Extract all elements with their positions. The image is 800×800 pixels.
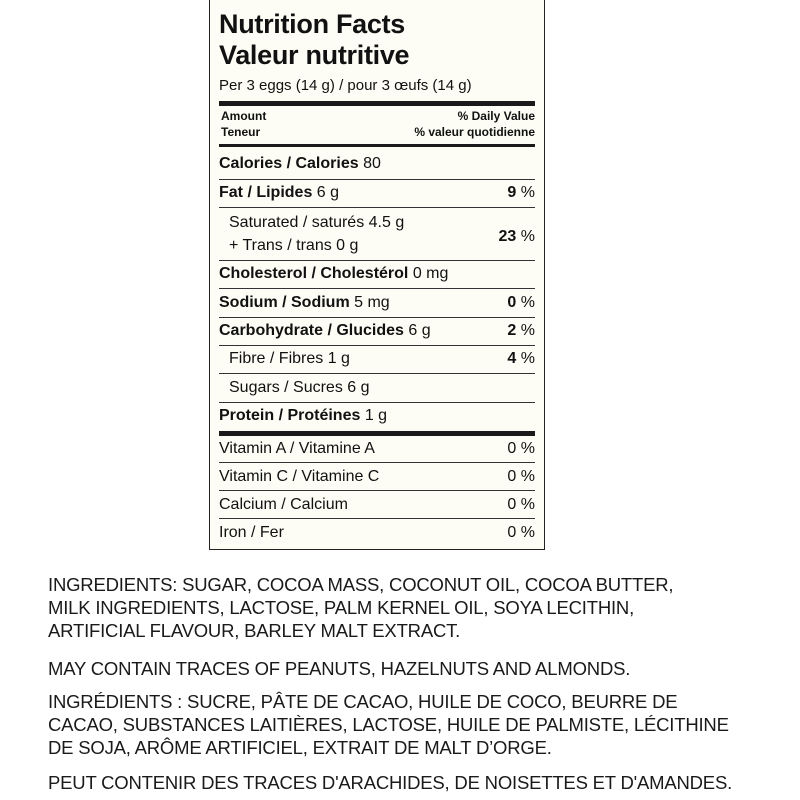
sugars-line: Sugars / Sucres 6 g bbox=[229, 379, 370, 396]
row-divider bbox=[219, 518, 535, 519]
thick-rule-vitamins bbox=[219, 431, 535, 436]
trans-line: + Trans / trans 0 g bbox=[229, 237, 359, 254]
medium-rule bbox=[219, 144, 535, 147]
ingredients-line: DE SOJA, ARÔME ARTIFICIEL, EXTRAIT DE MALT D’ORGE. bbox=[48, 737, 552, 758]
title-french: Valeur nutritive bbox=[219, 40, 410, 70]
row-divider bbox=[219, 207, 535, 208]
ingredients-french bbox=[48, 690, 788, 759]
ingredients-english bbox=[48, 573, 788, 642]
amount-header-fr: Teneur bbox=[221, 125, 261, 139]
calories-value: 80 bbox=[363, 155, 381, 172]
fat-value: 6 g bbox=[316, 184, 340, 201]
row-divider bbox=[219, 179, 535, 180]
fibre-dv: 4 bbox=[507, 350, 517, 367]
amount-header-en: Amount bbox=[221, 109, 267, 123]
thick-rule-top bbox=[219, 101, 535, 106]
iron-dv: 0 % bbox=[507, 524, 535, 541]
calcium-label: Calcium / Calcium bbox=[219, 496, 348, 513]
carbohydrate-value: 6 g bbox=[408, 322, 431, 339]
saturated-line: Saturated / saturés 4.5 g bbox=[229, 214, 405, 231]
percent-sign: % bbox=[520, 294, 535, 311]
nutrition-facts-panel bbox=[209, 0, 545, 550]
dv-header-en: % Daily Value bbox=[457, 109, 535, 123]
carbohydrate-label: Carbohydrate / Glucides bbox=[219, 322, 404, 339]
sodium-label: Sodium / Sodium bbox=[219, 294, 350, 311]
row-divider bbox=[219, 317, 535, 318]
vitamin-c-dv: 0 % bbox=[507, 468, 535, 485]
row-divider bbox=[219, 462, 535, 463]
fibre-line: Fibre / Fibres 1 g bbox=[229, 350, 350, 367]
row-divider bbox=[219, 288, 535, 289]
row-divider bbox=[219, 345, 535, 346]
ingredients-line: CACAO, SUBSTANCES LAITIÈRES, LACTOSE, HUILE DE PALMISTE, LÉCITHINE bbox=[48, 714, 729, 735]
vitamin-c-label: Vitamin C / Vitamine C bbox=[219, 468, 380, 485]
protein-label: Protein / Protéines bbox=[219, 407, 361, 424]
title-english: Nutrition Facts bbox=[219, 9, 406, 39]
percent-sign: % bbox=[520, 228, 535, 245]
ingredients-line: ARTIFICIAL FLAVOUR, BARLEY MALT EXTRACT. bbox=[48, 620, 461, 641]
calories-label: Calories / Calories bbox=[219, 155, 359, 172]
serving-size: Per 3 eggs (14 g) / pour 3 œufs (14 g) bbox=[219, 77, 472, 94]
dv-header-fr: % valeur quotidienne bbox=[414, 125, 535, 139]
percent-sign: % bbox=[520, 322, 535, 339]
allergen-english: MAY CONTAIN TRACES OF PEANUTS, HAZELNUTS AND ALMONDS. bbox=[48, 658, 631, 679]
vitamin-a-label: Vitamin A / Vitamine A bbox=[219, 440, 375, 457]
saturated-dv: 23 bbox=[498, 228, 517, 245]
row-divider bbox=[219, 490, 535, 491]
row-divider bbox=[219, 260, 535, 261]
percent-sign: % bbox=[520, 184, 535, 201]
vitamin-a-dv: 0 % bbox=[507, 440, 535, 457]
row-divider bbox=[219, 402, 535, 403]
sodium-value: 5 mg bbox=[354, 294, 390, 311]
protein-value: 1 g bbox=[364, 407, 388, 424]
cholesterol-label: Cholesterol / Cholestérol bbox=[219, 265, 409, 282]
ingredients-line: INGRÉDIENTS : SUCRE, PÂTE DE CACAO, HUILE DE COCO, BEURRE DE bbox=[48, 691, 678, 712]
fat-label: Fat / Lipides bbox=[219, 184, 313, 201]
sodium-dv: 0 bbox=[507, 294, 517, 311]
cholesterol-value: 0 mg bbox=[412, 265, 449, 282]
ingredients-line: MILK INGREDIENTS, LACTOSE, PALM KERNEL OIL, SOYA LECITHIN, bbox=[48, 597, 635, 618]
ingredients-line: INGREDIENTS: SUGAR, COCOA MASS, COCONUT OIL, COCOA BUTTER, bbox=[48, 574, 674, 595]
calcium-dv: 0 % bbox=[507, 496, 535, 513]
allergen-french: PEUT CONTENIR DES TRACES D'ARACHIDES, DE NOISETTES ET D'AMANDES. bbox=[48, 772, 733, 793]
carbohydrate-dv: 2 bbox=[507, 322, 517, 339]
percent-sign: % bbox=[520, 350, 535, 367]
iron-label: Iron / Fer bbox=[219, 524, 284, 541]
fat-dv: 9 bbox=[507, 184, 517, 201]
row-divider bbox=[219, 373, 535, 374]
